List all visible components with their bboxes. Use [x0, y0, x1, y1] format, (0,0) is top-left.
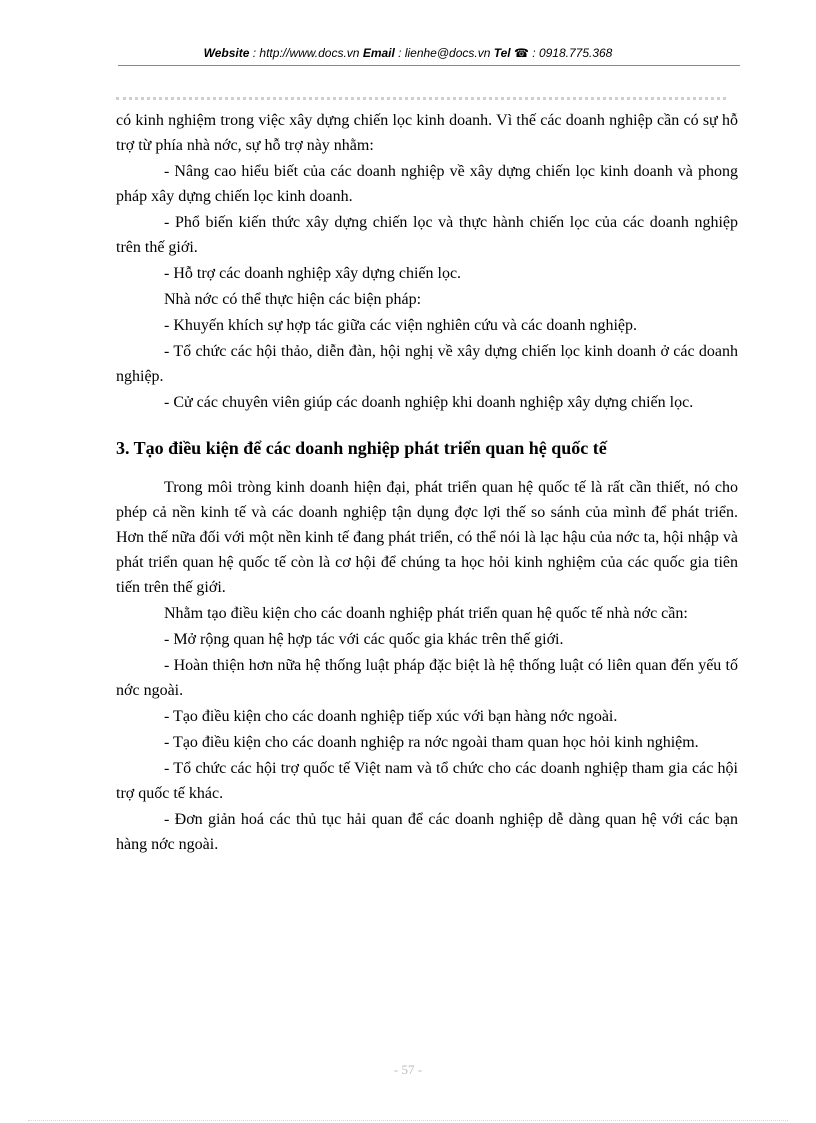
tel-label: Tel — [493, 46, 511, 60]
page-number: - 57 - — [393, 1062, 423, 1077]
paragraph: - Hỗ trợ các doanh nghiệp xây dựng chiến lọc. — [164, 265, 462, 282]
paragraph: - Khuyến khích sự hợp tác giữa các viện nghiên cứu và các doanh nghiệp. — [164, 317, 637, 334]
phone-icon: ☎ — [513, 46, 529, 60]
paragraph: - Tổ chức các hội trợ quốc tế Việt nam và tổ chức cho các doanh nghiệp tham gia các hội trợ quốc tế khác. — [116, 760, 738, 802]
paragraph: Nhà nớc có thể thực hiện các biện pháp: — [164, 291, 422, 308]
website-label: Website — [203, 46, 250, 60]
paragraph: - Mở rộng quan hệ hợp tác với các quốc gia khác trên thế giới. — [164, 631, 564, 648]
paragraph: - Tổ chức các hội thảo, diễn đàn, hội nghị về xây dựng chiến lọc kinh doanh ở các doanh nghiệp. — [116, 343, 738, 385]
paragraphs-before-heading — [116, 108, 738, 415]
paragraph: - Hoàn thiện hơn nữa hệ thống luật pháp đặc biệt là hệ thống luật có liên quan đến yếu tố nớc ngoài. — [116, 657, 738, 699]
website-url: : http://www.docs.vn — [249, 46, 363, 60]
paragraph: - Phổ biến kiến thức xây dựng chiến lọc và thực hành chiến lọc của các doanh nghiệp trên thế giới. — [116, 214, 738, 256]
footer-divider — [28, 1120, 788, 1121]
paragraph: - Tạo điều kiện cho các doanh nghiệp ra nớc ngoài tham quan học hỏi kinh nghiệm. — [164, 734, 699, 751]
document-body — [116, 108, 738, 858]
header-divider — [118, 65, 740, 66]
section-heading: 3. Tạo điều kiện để các doanh nghiệp phát triển quan hệ quốc tế — [116, 438, 607, 458]
email-address: : lienhe@docs.vn — [394, 46, 494, 60]
paragraph: - Nâng cao hiểu biết của các doanh nghiệp về xây dựng chiến lọc kinh doanh và phong pháp xây dựng chiến lọc kinh doanh. — [116, 163, 738, 205]
paragraph: - Cử các chuyên viên giúp các doanh nghiệp khi doanh nghiệp xây dựng chiến lọc. — [164, 394, 694, 411]
paragraph: - Tạo điều kiện cho các doanh nghiệp tiếp xúc với bạn hàng nớc ngoài. — [164, 708, 618, 725]
page-header — [0, 46, 816, 60]
dotted-divider — [116, 97, 726, 100]
paragraph: có kinh nghiệm trong việc xây dựng chiến lọc kinh doanh. Vì thế các doanh nghiệp cần có sự hỗ trợ từ phía nhà nớc, sự hỗ trợ này nhằm: — [116, 112, 738, 154]
email-label: Email — [362, 46, 395, 60]
paragraph: Trong môi tròng kinh doanh hiện đại, phát triển quan hệ quốc tế là rất cần thiết, nó cho phép cả nền kinh tế và các doanh nghiệp tận dụng đợc lợi thế so sánh của mình để phát triển. Hơn thế nữa đối với một nền kinh tế đang phát triển, có thể nói là lạc hậu của nớc ta, hội nhập và phát triển quan hệ quốc tế còn là cơ hội để chúng ta học hỏi kinh nghiệm của các quốc gia tiên tiến trên thế giới. — [116, 479, 738, 596]
paragraph: - Đơn giản hoá các thủ tục hải quan để các doanh nghiệp dễ dàng quan hệ với các bạn hàng nớc ngoài. — [116, 811, 738, 853]
paragraph: Nhằm tạo điều kiện cho các doanh nghiệp phát triển quan hệ quốc tế nhà nớc cần: — [164, 605, 688, 622]
tel-number: : 0918.775.368 — [528, 46, 613, 60]
paragraphs-after-heading — [116, 475, 738, 857]
